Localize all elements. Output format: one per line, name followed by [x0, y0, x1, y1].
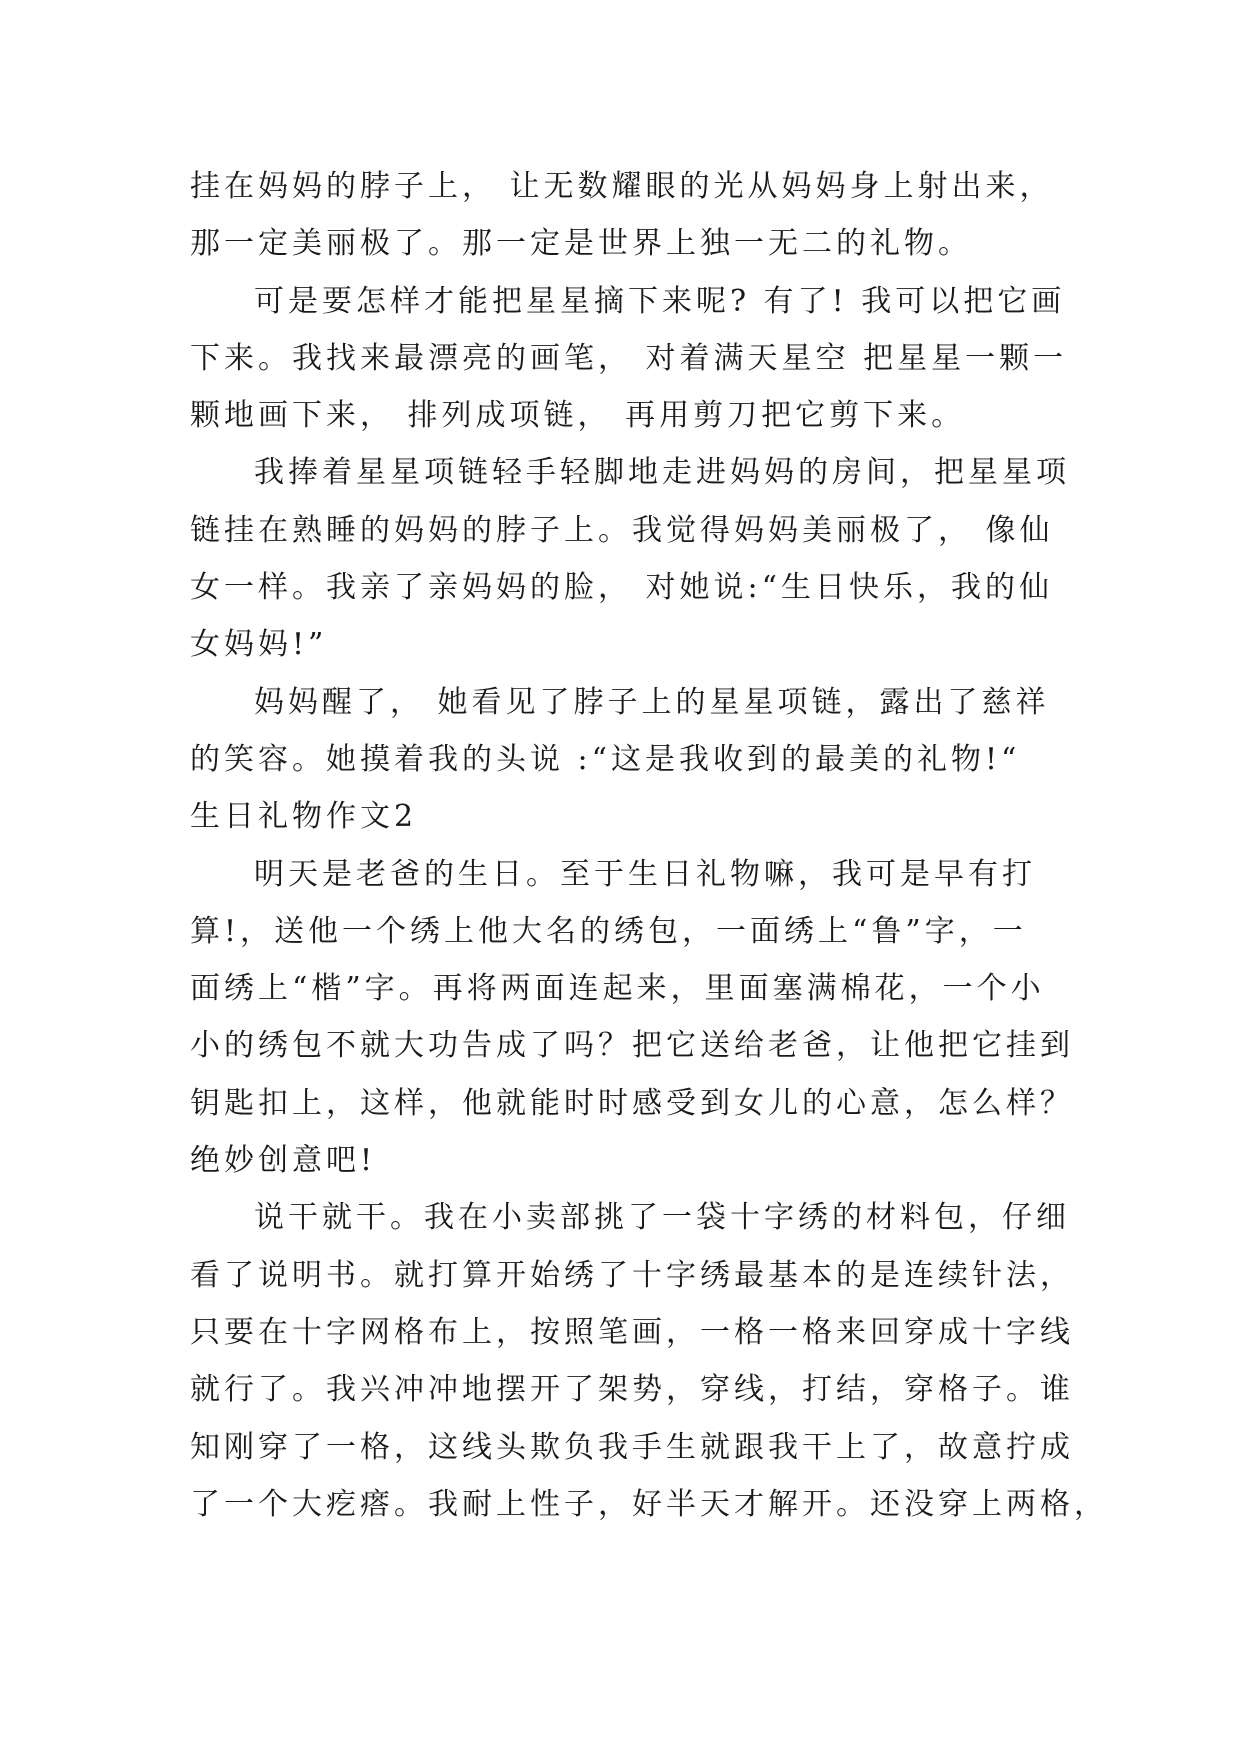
paragraph-start-line: 妈妈醒了， 她看见了脖子上的星星项链，露出了慈祥 — [254, 684, 1050, 720]
text-line: 绝妙创意吧! — [190, 1143, 377, 1179]
essay-body — [190, 158, 1108, 1533]
text-line: 看了说明书。就打算开始绣了十字绣最基本的是连续针法， — [190, 1257, 1074, 1293]
text-line: 那一定美丽极了。那一定是世界上独一无二的礼物。 — [190, 226, 972, 262]
text-line: 知刚穿了一格，这线头欺负我手生就跟我干上了，故意拧成 — [190, 1429, 1074, 1465]
paragraph-start-line: 可是要怎样才能把星星摘下来呢? 有了! 我可以把它画 — [254, 283, 1066, 319]
text-line: 颗地画下来， 排列成项链， 再用剪刀把它剪下来。 — [190, 398, 966, 434]
paragraph-start-line: 我捧着星星项链轻手轻脚地走进妈妈的房间，把星星项 — [254, 455, 1070, 491]
text-line: 钥匙扣上，这样，他就能时时感受到女儿的心意，怎么样？ — [190, 1085, 1074, 1121]
text-line: 了一个大疙瘩。我耐上性子，好半天才解开。还没穿上两格， — [190, 1486, 1108, 1522]
text-line: 就行了。我兴冲冲地摆开了架势，穿线，打结，穿格子。谁 — [190, 1372, 1074, 1408]
paragraph-start-line: 明天是老爸的生日。至于生日礼物嘛，我可是早有打 — [254, 856, 1036, 892]
paragraph-start-line: 说干就干。我在小卖部挑了一袋十字绣的材料包，仔细 — [254, 1200, 1070, 1236]
text-line: 的笑容。她摸着我的头说 :“这是我收到的最美的礼物!“ — [190, 741, 1021, 777]
text-line: 女妈妈!” — [190, 627, 328, 663]
section-heading: 生日礼物作文2 — [190, 799, 418, 835]
text-line: 面绣上“楷”字。再将两面连起来，里面塞满棉花，一个小 — [190, 971, 1045, 1007]
text-line: 下来。我找来最漂亮的画笔， 对着满天星空 把星星一颗一 — [190, 340, 1068, 376]
text-line: 算!，送他一个绣上他大名的绣包，一面绣上“鲁”字，一 — [190, 913, 1027, 949]
text-line: 挂在妈妈的脖子上， 让无数耀眼的光从妈妈身上射出来， — [190, 169, 1054, 204]
text-line: 女一样。我亲了亲妈妈的脸， 对她说:“生日快乐，我的仙 — [190, 570, 1053, 606]
text-line: 小的绣包不就大功告成了吗？把它送给老爸，让他把它挂到 — [190, 1028, 1074, 1064]
text-line: 链挂在熟睡的妈妈的脖子上。我觉得妈妈美丽极了， 像仙 — [190, 512, 1054, 548]
text-line: 只要在十字网格布上，按照笔画，一格一格来回穿成十字线 — [190, 1314, 1074, 1350]
